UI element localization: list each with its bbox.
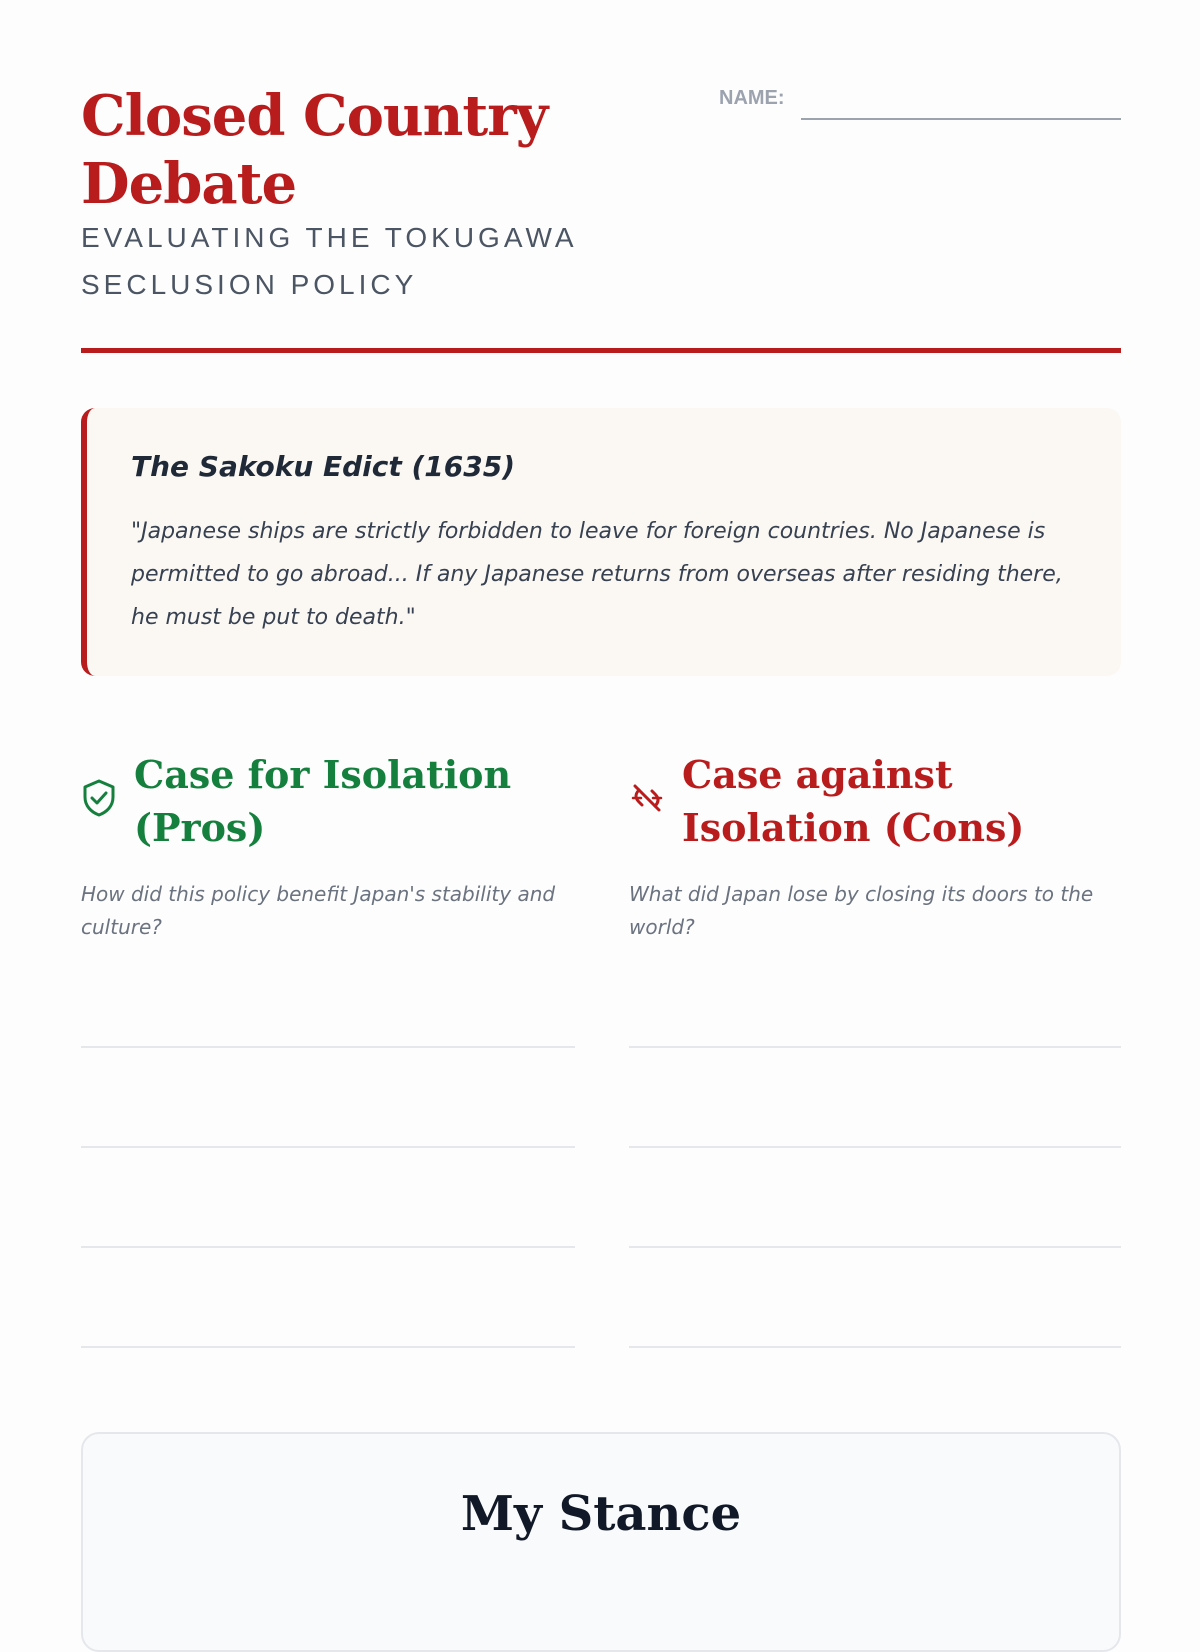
pros-answer-line[interactable] xyxy=(81,1146,575,1148)
cons-answer-line[interactable] xyxy=(629,1046,1121,1048)
name-label: NAME: xyxy=(719,87,785,109)
cons-answer-line[interactable] xyxy=(629,1246,1121,1248)
page-title: Closed Country Debate xyxy=(81,83,548,217)
header-divider xyxy=(81,348,1121,353)
unlink-icon xyxy=(629,778,665,818)
edict-quote: "Japanese ships are strictly forbidden to leave for foreign countries. No Japanese is permitted to go abroad... If any Japanese returns from overseas after residing there, he must be put to death." xyxy=(131,519,1063,630)
cons-title: Case against Isolation (Cons) xyxy=(682,752,1025,850)
worksheet-page xyxy=(81,0,1121,1600)
cons-column xyxy=(629,748,1121,939)
stance-title: My Stance xyxy=(460,1486,742,1542)
pros-answer-line[interactable] xyxy=(81,1346,575,1348)
pros-answer-line[interactable] xyxy=(81,1046,575,1048)
pros-prompt: How did this policy benefit Japan's stability and culture? xyxy=(81,882,556,939)
pros-title: Case for Isolation (Pros) xyxy=(134,752,512,850)
pros-header xyxy=(81,748,575,858)
cons-answer-line[interactable] xyxy=(629,1346,1121,1348)
stance-box xyxy=(81,1432,1121,1652)
cons-header xyxy=(629,748,1121,858)
name-field-line[interactable] xyxy=(801,118,1121,120)
edict-callout xyxy=(81,408,1121,676)
cons-prompt: What did Japan lose by closing its doors to the world? xyxy=(629,882,1094,939)
shield-check-icon xyxy=(81,778,117,818)
page-subtitle: EVALUATING THE TOKUGAWA SECLUSION POLICY xyxy=(81,222,576,300)
edict-title: The Sakoku Edict (1635) xyxy=(131,450,516,483)
pros-column xyxy=(81,748,575,939)
pros-answer-line[interactable] xyxy=(81,1246,575,1248)
cons-answer-line[interactable] xyxy=(629,1146,1121,1148)
